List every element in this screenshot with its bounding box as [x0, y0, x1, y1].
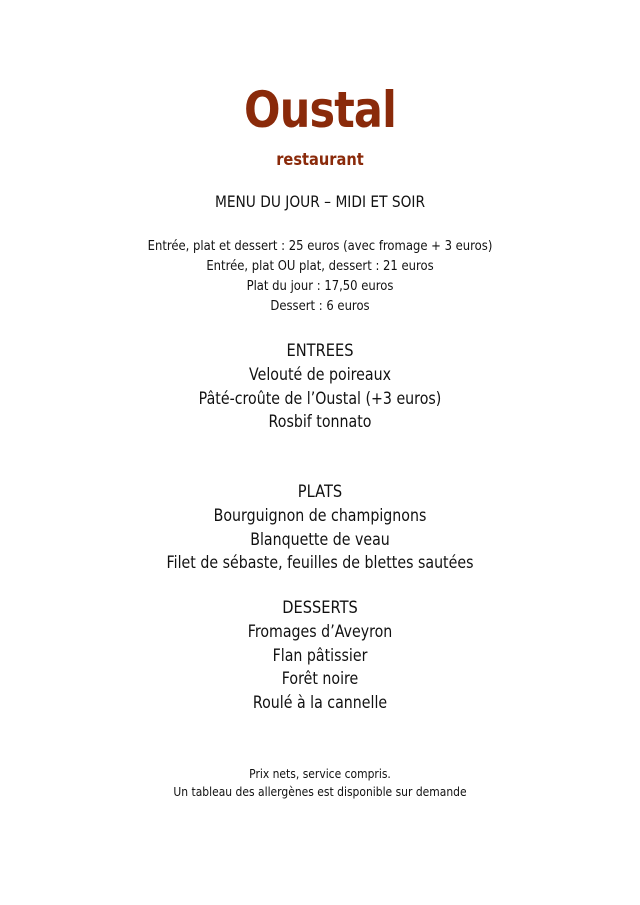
- price-line: Plat du jour : 17,50 euros: [246, 278, 394, 294]
- section-title: DESSERTS: [282, 598, 358, 618]
- section-title: PLATS: [297, 482, 343, 502]
- section-desserts: [45, 596, 595, 714]
- section-entrees: [45, 339, 595, 434]
- price-line: Entrée, plat OU plat, dessert : 21 euros: [206, 258, 434, 274]
- price-line: Entrée, plat et dessert : 25 euros (avec fromage + 3 euros): [147, 238, 493, 254]
- dish-item: Roulé à la cannelle: [252, 692, 388, 712]
- menu-title: MENU DU JOUR – MIDI ET SOIR: [214, 192, 426, 211]
- dish-item: Flan pâtissier: [272, 645, 368, 665]
- section-plats: [45, 480, 595, 575]
- section-title: ENTREES: [286, 341, 354, 361]
- dish-item: Pâté-croûte de l’Oustal (+3 euros): [198, 388, 442, 408]
- dish-item: Velouté de poireaux: [249, 365, 391, 384]
- price-list: [45, 236, 595, 316]
- dish-item: Fromages d’Aveyron: [247, 622, 393, 641]
- dish-item: Rosbif tonnato: [268, 412, 372, 431]
- footer-line: Un tableau des allergènes est disponible sur demande: [173, 784, 467, 799]
- dish-item: Forêt noire: [281, 669, 359, 688]
- dish-item: Filet de sébaste, feuilles de blettes sautées: [166, 553, 474, 572]
- restaurant-subtitle: restaurant: [276, 150, 364, 170]
- price-line: Dessert : 6 euros: [270, 298, 370, 314]
- restaurant-name: Oustal: [244, 81, 396, 139]
- footer-note: [45, 765, 595, 801]
- footer-line: Prix nets, service compris.: [249, 766, 391, 781]
- dish-item: Blanquette de veau: [250, 529, 390, 549]
- dish-item: Bourguignon de champignons: [213, 506, 427, 525]
